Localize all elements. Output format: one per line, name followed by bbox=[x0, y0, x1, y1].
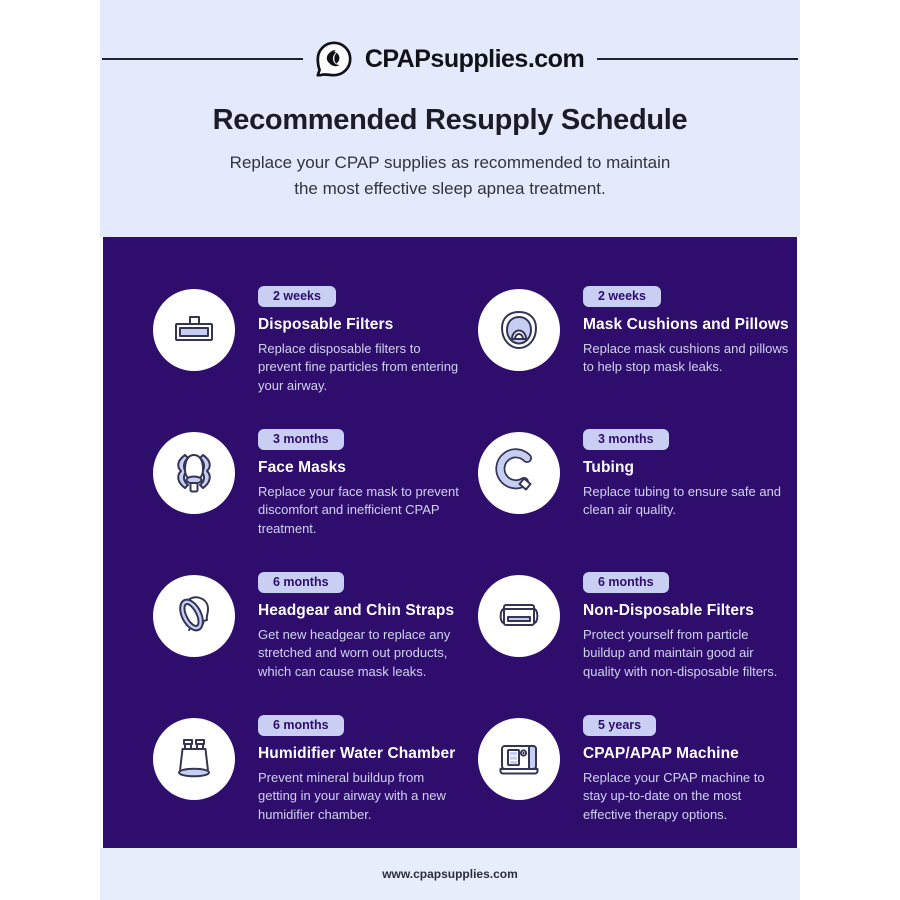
icon-circle bbox=[478, 432, 560, 514]
interval-badge: 2 weeks bbox=[583, 286, 661, 307]
icon-circle bbox=[153, 289, 235, 371]
infographic-page bbox=[100, 0, 800, 900]
interval-badge: 6 months bbox=[258, 572, 344, 593]
card-mask-cushions bbox=[478, 284, 789, 427]
card-title: CPAP/APAP Machine bbox=[583, 744, 739, 762]
interval-badge: 3 months bbox=[258, 429, 344, 450]
icon-circle bbox=[478, 575, 560, 657]
icon-circle bbox=[153, 718, 235, 800]
icon-circle bbox=[153, 575, 235, 657]
card-face-masks bbox=[153, 427, 478, 570]
left-divider-line bbox=[102, 58, 303, 60]
card-disposable-filters bbox=[153, 284, 478, 427]
card-title: Disposable Filters bbox=[258, 315, 394, 333]
icon-circle bbox=[478, 289, 560, 371]
card-non-disposable-filters bbox=[478, 570, 789, 713]
icon-circle bbox=[153, 432, 235, 514]
card-description: Replace disposable filters to prevent fine particles from entering your airway. bbox=[258, 340, 459, 393]
logo-row bbox=[100, 40, 800, 78]
card-title: Face Masks bbox=[258, 458, 347, 476]
logo-wordmark: CPAPsupplies.com bbox=[364, 44, 585, 73]
cpap-apap-machine-icon bbox=[493, 733, 545, 785]
interval-badge: 6 months bbox=[583, 572, 669, 593]
card-headgear-chin-straps bbox=[153, 570, 478, 713]
card-title: Humidifier Water Chamber bbox=[258, 744, 456, 762]
card-title: Headgear and Chin Straps bbox=[258, 601, 455, 619]
subtitle-line-2: the most effective sleep apnea treatment. bbox=[294, 179, 606, 198]
card-description: Replace your face mask to prevent discomfort and inefficient CPAP treatment. bbox=[258, 483, 459, 536]
card-cpap-apap-machine bbox=[478, 713, 789, 856]
card-description: Replace mask cushions and pillows to help stop mask leaks. bbox=[583, 340, 789, 374]
card-description: Get new headgear to replace any stretched and worn out products, which can cause mask leaks. bbox=[258, 626, 451, 679]
subtitle-line-1: Replace your CPAP supplies as recommended to maintain bbox=[229, 153, 671, 172]
card-description: Protect yourself from particle buildup and maintain good air quality with non-disposable filters. bbox=[583, 626, 778, 679]
schedule-grid bbox=[153, 284, 787, 856]
interval-badge: 2 weeks bbox=[258, 286, 336, 307]
face-mask-icon bbox=[168, 447, 220, 499]
card-description: Replace tubing to ensure safe and clean air quality. bbox=[583, 483, 782, 517]
icon-circle bbox=[478, 718, 560, 800]
card-title: Tubing bbox=[583, 458, 635, 476]
headgear-chin-strap-icon bbox=[168, 590, 220, 642]
schedule-section bbox=[103, 237, 797, 848]
card-humidifier-water-chamber bbox=[153, 713, 478, 856]
page-title: Recommended Resupply Schedule bbox=[212, 104, 688, 136]
interval-badge: 6 months bbox=[258, 715, 344, 736]
interval-badge: 3 months bbox=[583, 429, 669, 450]
non-disposable-filter-icon bbox=[493, 590, 545, 642]
page-subtitle bbox=[100, 150, 800, 202]
footer-url: www.cpapsupplies.com bbox=[382, 867, 518, 881]
card-description: Prevent mineral buildup from getting in your airway with a new humidifier chamber. bbox=[258, 769, 446, 822]
header bbox=[100, 0, 800, 237]
card-tubing bbox=[478, 427, 789, 570]
mask-cushion-icon bbox=[493, 304, 545, 356]
card-title: Mask Cushions and Pillows bbox=[583, 315, 789, 333]
right-divider-line bbox=[597, 58, 798, 60]
disposable-filter-icon bbox=[168, 304, 220, 356]
humidifier-water-chamber-icon bbox=[168, 733, 220, 785]
card-title: Non-Disposable Filters bbox=[583, 601, 755, 619]
cpapsupplies-logo-icon bbox=[316, 41, 352, 77]
interval-badge: 5 years bbox=[583, 715, 656, 736]
card-description: Replace your CPAP machine to stay up-to-date on the most effective therapy options. bbox=[583, 769, 765, 822]
tubing-icon bbox=[493, 447, 545, 499]
